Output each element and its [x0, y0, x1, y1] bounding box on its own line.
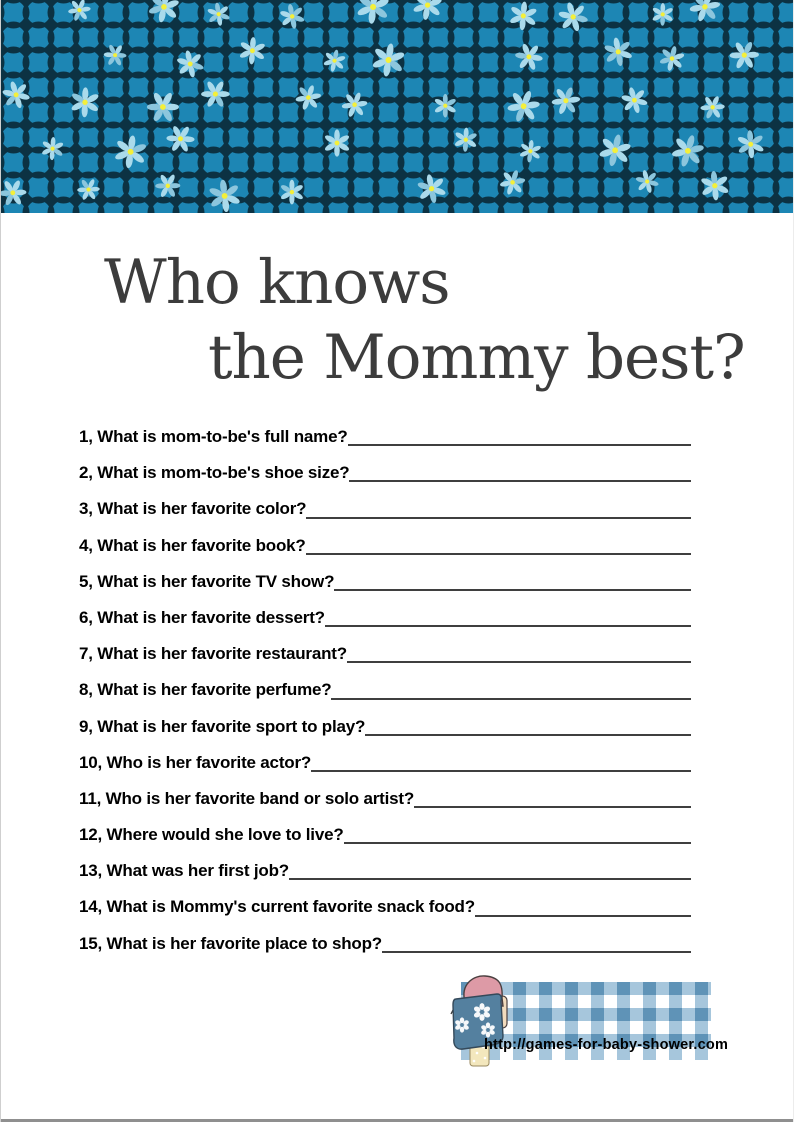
question-label: 14, What is Mommy's current favorite snack food?	[79, 897, 475, 917]
question-row	[79, 781, 691, 817]
answer-blank-line	[348, 444, 691, 446]
answer-blank-line	[306, 553, 691, 555]
answer-blank-line	[344, 842, 691, 844]
question-row	[79, 600, 691, 636]
website-url[interactable]: http://games-for-baby-shower.com	[484, 1037, 729, 1053]
questions-list	[79, 419, 691, 962]
answer-blank-line	[475, 915, 691, 917]
answer-blank-line	[382, 951, 691, 953]
answer-blank-line	[334, 589, 691, 591]
question-label: 2, What is mom-to-be's shoe size?	[79, 463, 350, 483]
question-row	[79, 709, 691, 745]
question-row	[79, 926, 691, 962]
answer-blank-line	[306, 517, 691, 519]
question-row	[79, 853, 691, 889]
question-label: 15, What is her favorite place to shop?	[79, 933, 382, 953]
floral-pattern-banner	[1, 0, 794, 213]
question-label: 13, What was her first job?	[79, 861, 289, 881]
answer-blank-line	[349, 480, 691, 482]
question-label: 4, What is her favorite book?	[79, 535, 306, 555]
question-label: 5, What is her favorite TV show?	[79, 571, 335, 591]
question-label: 12, Where would she love to live?	[79, 825, 344, 845]
answer-blank-line	[331, 698, 691, 700]
page-title-line2: the Mommy best?	[208, 322, 745, 393]
question-row	[79, 528, 691, 564]
question-label: 7, What is her favorite restaurant?	[79, 644, 347, 664]
question-label: 11, Who is her favorite band or solo artist?	[79, 788, 415, 808]
question-row	[79, 564, 691, 600]
answer-blank-line	[365, 734, 691, 736]
question-row	[79, 419, 691, 455]
question-row	[79, 455, 691, 491]
question-label: 8, What is her favorite perfume?	[79, 680, 332, 700]
page-title-line1: Who knows	[104, 247, 450, 318]
answer-blank-line	[311, 770, 691, 772]
question-label: 6, What is her favorite dessert?	[79, 607, 325, 627]
question-label: 10, Who is her favorite actor?	[79, 752, 312, 772]
answer-blank-line	[325, 625, 691, 627]
question-label: 9, What is her favorite sport to play?	[79, 716, 366, 736]
question-row	[79, 672, 691, 708]
question-row	[79, 817, 691, 853]
question-row	[79, 889, 691, 925]
question-row	[79, 745, 691, 781]
answer-blank-line	[414, 806, 691, 808]
question-row	[79, 636, 691, 672]
answer-blank-line	[347, 661, 691, 663]
question-label: 3, What is her favorite color?	[79, 499, 307, 519]
question-row	[79, 491, 691, 527]
question-label: 1, What is mom-to-be's full name?	[79, 427, 348, 446]
answer-blank-line	[289, 878, 691, 880]
